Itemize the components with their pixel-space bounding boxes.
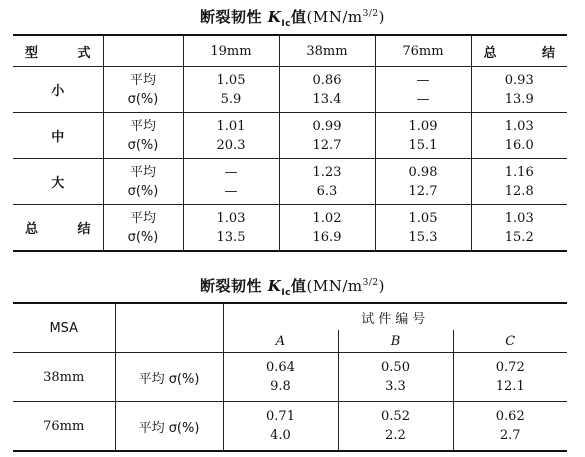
fracture-toughness-table-by-size <box>13 34 567 252</box>
cell-76mm <box>375 67 471 113</box>
header-specimen-c: C <box>453 330 567 353</box>
header-type <box>13 35 103 67</box>
table2-title-value-word: 值 <box>291 277 307 295</box>
cell-76mm <box>375 113 471 159</box>
table2-title <box>0 276 585 296</box>
table1-title-unit-close: ) <box>378 8 385 26</box>
value-mean: 1.23 <box>312 164 342 180</box>
header-summary-char-2: 结 <box>541 45 555 61</box>
cell-38mm <box>279 67 375 113</box>
value-sigma: 15.1 <box>408 137 438 153</box>
value-mean: 1.05 <box>216 72 246 88</box>
metric-label: 平均 σ(%) <box>115 353 223 402</box>
cell-specimen-c <box>453 402 567 452</box>
cell-19mm <box>183 205 279 252</box>
header-specimen-b: B <box>338 330 453 353</box>
metric-sigma: σ(%) <box>127 91 159 107</box>
value-sigma: 16.0 <box>504 137 534 153</box>
cell-specimen-a <box>223 353 338 402</box>
metric-mean: 平均 <box>129 72 156 88</box>
header-76mm: 76mm <box>375 35 471 67</box>
table-row <box>13 159 567 205</box>
value-mean: 0.86 <box>312 72 342 88</box>
table1-header-row <box>13 35 567 67</box>
table1-title-text: 断裂韧性 <box>200 8 263 26</box>
value-mean: 1.03 <box>504 118 534 134</box>
row-label-38mm: 38mm <box>13 353 115 402</box>
table1-title-symbol: K <box>267 8 282 26</box>
value-sigma: 9.8 <box>270 379 291 394</box>
table1-title <box>0 7 585 27</box>
cell-38mm <box>279 113 375 159</box>
value-mean: 1.01 <box>216 118 246 134</box>
value-mean: 0.64 <box>266 360 295 375</box>
metric-sigma: σ(%) <box>127 229 159 245</box>
header-type-char-1: 型 <box>25 45 39 61</box>
value-sigma: 3.3 <box>385 379 406 394</box>
cell-total <box>471 67 567 113</box>
value-mean: 0.50 <box>381 360 410 375</box>
metric-sigma: σ(%) <box>127 137 159 153</box>
header-specimen-number: 试件编号 <box>223 303 567 330</box>
value-mean: 1.03 <box>504 210 534 226</box>
value-sigma: 5.9 <box>220 91 242 107</box>
value-sigma: 12.7 <box>408 183 438 199</box>
row-label-overall-char-2: 结 <box>77 222 91 237</box>
fracture-toughness-table-by-specimen <box>13 302 567 452</box>
cell-specimen-b <box>338 353 453 402</box>
metric-mean: 平均 <box>129 164 156 180</box>
table1-title-value-word: 值 <box>291 8 307 26</box>
cell-38mm <box>279 159 375 205</box>
value-sigma: 13.9 <box>504 91 534 107</box>
metric-mean: 平均 <box>129 210 156 226</box>
value-sigma: 12.8 <box>504 183 534 199</box>
cell-specimen-a <box>223 402 338 452</box>
value-sigma: 12.1 <box>495 379 525 394</box>
value-sigma: — <box>416 91 430 107</box>
table-row <box>13 67 567 113</box>
value-sigma: 6.3 <box>316 183 338 199</box>
row-label-large: 大 <box>13 159 103 205</box>
cell-19mm <box>183 113 279 159</box>
header-38mm: 38mm <box>279 35 375 67</box>
table2-title-subscript: Ic <box>281 288 291 298</box>
table2-title-text: 断裂韧性 <box>200 277 263 295</box>
cell-total <box>471 205 567 252</box>
cell-19mm <box>183 159 279 205</box>
value-sigma: 13.5 <box>216 229 246 245</box>
table2-title-unit-close: ) <box>378 277 385 295</box>
cell-38mm <box>279 205 375 252</box>
row-label-76mm: 76mm <box>13 402 115 452</box>
header-type-char-2: 式 <box>77 45 91 61</box>
metric-labels <box>103 113 183 159</box>
cell-total <box>471 113 567 159</box>
header-summary-char-1: 总 <box>483 45 497 61</box>
header-19mm: 19mm <box>183 35 279 67</box>
row-label-small: 小 <box>13 67 103 113</box>
value-sigma: 15.2 <box>504 229 534 245</box>
table2-title-unit: (MN/m <box>306 277 363 295</box>
table2-title-unit-exponent: 3/2 <box>362 278 379 288</box>
metric-mean: 平均 <box>129 118 156 134</box>
table-row <box>13 402 567 452</box>
table1-title-unit-exponent: 3/2 <box>362 9 379 19</box>
value-mean: 1.02 <box>312 210 342 226</box>
value-sigma: 4.0 <box>270 428 291 443</box>
value-mean: 0.71 <box>266 409 295 424</box>
value-mean: 1.09 <box>408 118 438 134</box>
row-label-overall <box>13 205 103 252</box>
table1-title-unit: (MN/m <box>306 8 363 26</box>
table-row <box>13 205 567 252</box>
value-sigma: 16.9 <box>312 229 342 245</box>
value-mean: 0.72 <box>495 360 525 375</box>
table-row <box>13 353 567 402</box>
value-sigma: 20.3 <box>216 137 246 153</box>
value-sigma: 15.3 <box>408 229 438 245</box>
metric-label: 平均 σ(%) <box>115 402 223 452</box>
cell-19mm <box>183 67 279 113</box>
header-msa: MSA <box>13 303 115 353</box>
table2-title-symbol: K <box>267 277 282 295</box>
cell-total <box>471 159 567 205</box>
row-label-medium: 中 <box>13 113 103 159</box>
header-summary <box>471 35 567 67</box>
metric-labels <box>103 159 183 205</box>
cell-specimen-c <box>453 353 567 402</box>
header-metric-blank <box>115 303 223 353</box>
cell-76mm <box>375 205 471 252</box>
value-sigma: 12.7 <box>312 137 342 153</box>
header-specimen-a: A <box>223 330 338 353</box>
metric-labels <box>103 205 183 252</box>
value-mean: 0.52 <box>381 409 410 424</box>
value-sigma: 2.2 <box>385 428 406 443</box>
table1-title-subscript: Ic <box>281 19 291 29</box>
value-mean: 0.99 <box>312 118 342 134</box>
metric-labels <box>103 67 183 113</box>
header-metric <box>103 35 183 67</box>
value-mean: 1.03 <box>216 210 246 226</box>
value-mean: 1.05 <box>408 210 438 226</box>
metric-sigma: σ(%) <box>127 183 159 199</box>
value-sigma: 13.4 <box>312 91 342 107</box>
value-mean: 0.93 <box>504 72 534 88</box>
row-label-overall-char-1: 总 <box>25 222 39 237</box>
value-mean: 0.98 <box>408 164 438 180</box>
cell-specimen-b <box>338 402 453 452</box>
table-row <box>13 113 567 159</box>
value-sigma: 2.7 <box>499 428 521 443</box>
value-mean: — <box>416 72 430 88</box>
cell-76mm <box>375 159 471 205</box>
value-sigma: — <box>224 183 238 199</box>
value-mean: 0.62 <box>495 409 525 424</box>
value-mean: 1.16 <box>504 164 534 180</box>
value-mean: — <box>224 164 238 180</box>
